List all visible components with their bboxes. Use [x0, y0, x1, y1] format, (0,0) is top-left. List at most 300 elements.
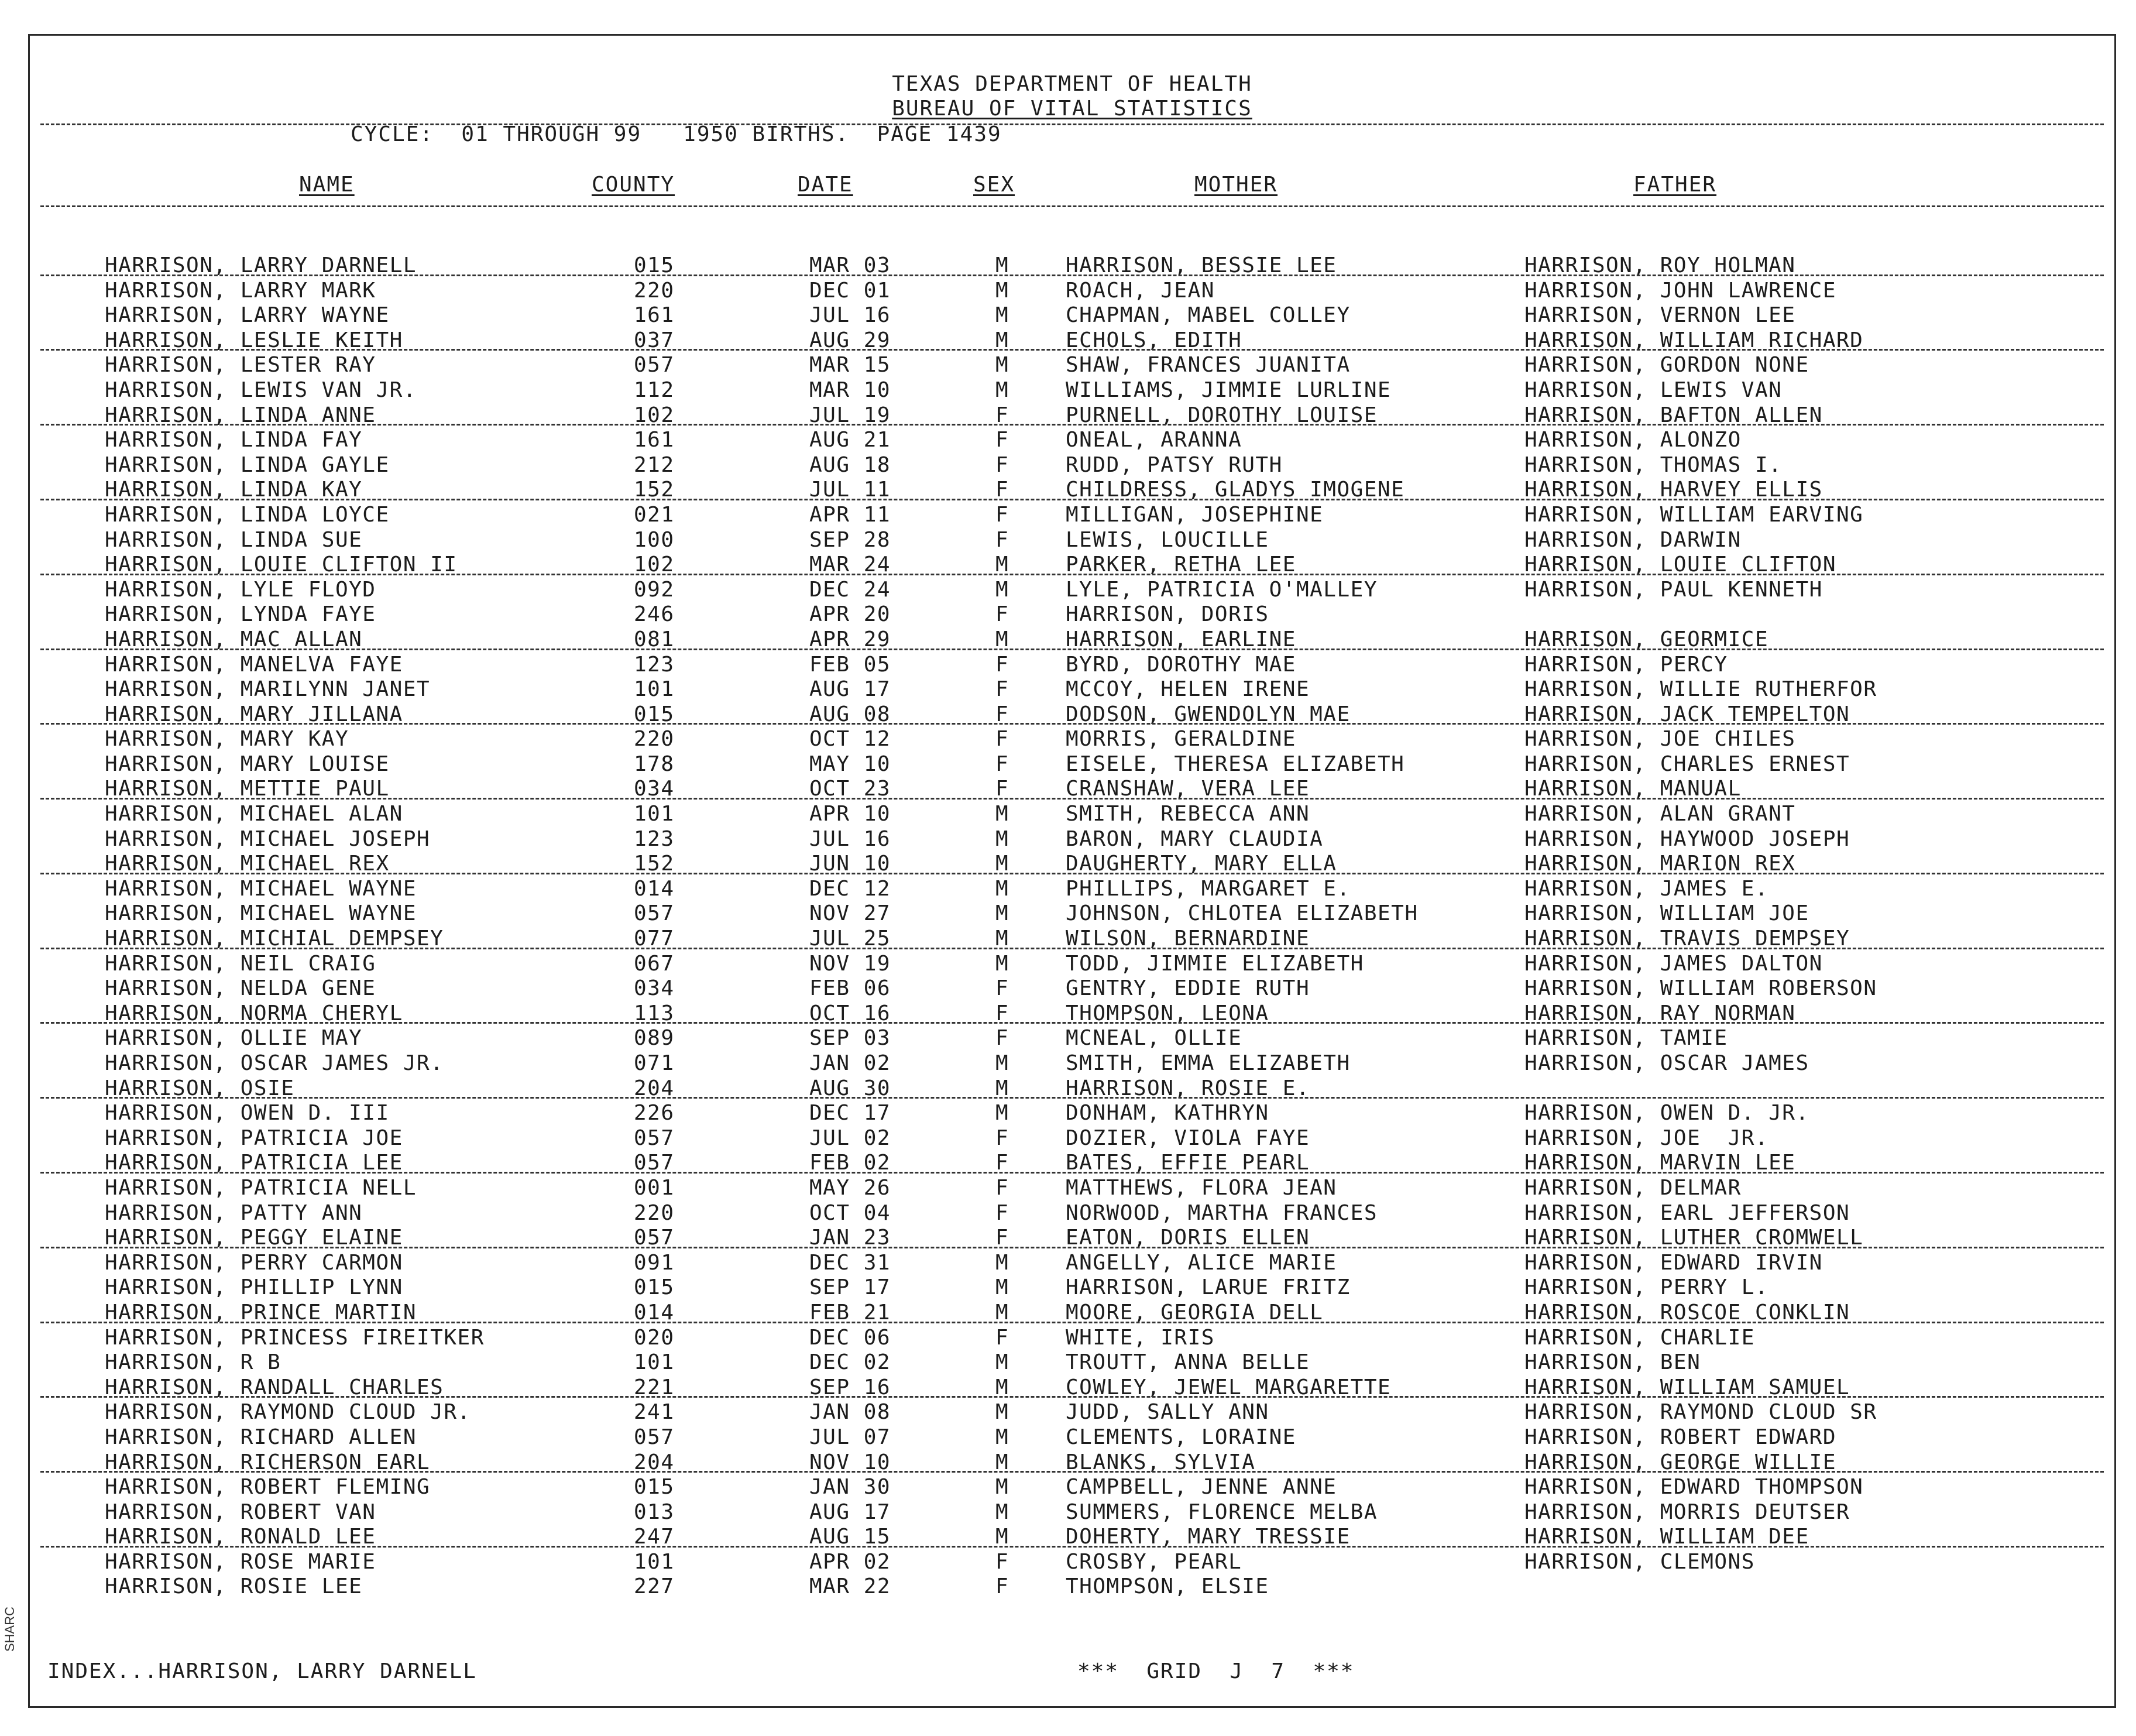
- record-row: [30, 751, 2114, 776]
- record-row: [30, 1424, 2114, 1449]
- record-mother: SMITH, EMMA ELIZABETH: [1066, 1051, 1351, 1075]
- record-county: 204: [634, 1450, 675, 1474]
- record-father: HARRISON, GEORMICE: [1524, 627, 1769, 651]
- record-row: [30, 651, 2114, 677]
- department-title: TEXAS DEPARTMENT OF HEALTH: [892, 72, 1252, 96]
- record-sex: F: [995, 1026, 1009, 1051]
- record-sex: M: [995, 1076, 1009, 1100]
- record-row: [30, 826, 2114, 851]
- record-name: HARRISON, METTIE PAUL: [105, 777, 390, 801]
- record-mother: DOHERTY, MARY TRESSIE: [1066, 1525, 1351, 1549]
- record-county: 034: [634, 976, 675, 1001]
- record-county: 123: [634, 652, 675, 677]
- record-date: OCT 16: [809, 1001, 891, 1025]
- record-date: MAR 15: [809, 353, 891, 378]
- record-sex: M: [995, 1275, 1009, 1300]
- record-sex: F: [995, 1001, 1009, 1025]
- record-father: HARRISON, WILLIAM RICHARD: [1524, 328, 1864, 352]
- record-date: JUL 02: [809, 1126, 891, 1150]
- record-sex: M: [995, 1400, 1009, 1425]
- record-sex: M: [995, 1475, 1009, 1500]
- record-sex: F: [995, 677, 1009, 702]
- record-name: HARRISON, PHILLIP LYNN: [105, 1275, 403, 1300]
- record-father: HARRISON, ROY HOLMAN: [1524, 253, 1796, 277]
- record-row: [30, 726, 2114, 751]
- record-date: APR 20: [809, 602, 891, 627]
- record-county: 220: [634, 1200, 675, 1225]
- record-row: [30, 701, 2114, 726]
- record-date: AUG 08: [809, 702, 891, 726]
- record-sex: F: [995, 652, 1009, 677]
- record-date: AUG 21: [809, 428, 891, 452]
- record-mother: CLEMENTS, LORAINE: [1066, 1425, 1296, 1449]
- record-county: 221: [634, 1375, 675, 1399]
- record-date: DEC 31: [809, 1250, 891, 1275]
- record-sex: F: [995, 602, 1009, 627]
- index-label: INDEX...HARRISON, LARRY DARNELL: [47, 1659, 477, 1683]
- record-mother: TODD, JIMMIE ELIZABETH: [1066, 951, 1364, 976]
- record-father: HARRISON, RAYMOND CLOUD SR: [1524, 1400, 1877, 1425]
- record-row: [30, 1549, 2114, 1574]
- record-date: JAN 30: [809, 1475, 891, 1500]
- record-row: [30, 1349, 2114, 1374]
- column-header-father: FATHER: [1633, 173, 1717, 197]
- record-father: HARRISON, ALAN GRANT: [1524, 802, 1796, 826]
- record-mother: WHITE, IRIS: [1066, 1325, 1215, 1350]
- header-divider: [40, 123, 2104, 125]
- record-row: [30, 1075, 2114, 1100]
- record-county: 101: [634, 1350, 675, 1375]
- record-date: DEC 06: [809, 1325, 891, 1350]
- record-sex: F: [995, 527, 1009, 552]
- record-county: 057: [634, 901, 675, 926]
- record-county: 100: [634, 527, 675, 552]
- record-county: 161: [634, 428, 675, 452]
- record-sex: F: [995, 1126, 1009, 1150]
- record-sex: F: [995, 403, 1009, 427]
- record-mother: LYLE, PATRICIA O'MALLEY: [1066, 577, 1378, 602]
- record-date: JAN 08: [809, 1400, 891, 1425]
- record-name: HARRISON, MICHAEL WAYNE: [105, 901, 417, 926]
- record-date: MAR 10: [809, 378, 891, 402]
- record-father: HARRISON, CHARLIE: [1524, 1325, 1755, 1350]
- record-father: HARRISON, WILLIAM SAMUEL: [1524, 1375, 1850, 1399]
- record-name: HARRISON, MICHAEL WAYNE: [105, 876, 417, 901]
- record-mother: EISELE, THERESA ELIZABETH: [1066, 752, 1405, 776]
- record-row: [30, 302, 2114, 327]
- column-header-name: NAME: [299, 173, 355, 197]
- record-father: HARRISON, GEORGE WILLIE: [1524, 1450, 1836, 1474]
- record-father: HARRISON, PAUL KENNETH: [1524, 577, 1823, 602]
- record-mother: HARRISON, DORIS: [1066, 602, 1269, 627]
- record-mother: HARRISON, BESSIE LEE: [1066, 253, 1337, 277]
- record-name: HARRISON, PATRICIA NELL: [105, 1175, 417, 1200]
- record-mother: NORWOOD, MARTHA FRANCES: [1066, 1200, 1378, 1225]
- record-name: HARRISON, NELDA GENE: [105, 976, 376, 1001]
- record-mother: CROSBY, PEARL: [1066, 1549, 1242, 1574]
- record-mother: DOZIER, VIOLA FAYE: [1066, 1126, 1310, 1150]
- record-mother: HARRISON, LARUE FRITZ: [1066, 1275, 1351, 1300]
- record-county: 057: [634, 1425, 675, 1449]
- record-row: [30, 377, 2114, 402]
- record-county: 101: [634, 677, 675, 702]
- record-county: 152: [634, 852, 675, 876]
- record-mother: ECHOLS, EDITH: [1066, 328, 1242, 352]
- record-sex: M: [995, 901, 1009, 926]
- record-father: HARRISON, WILLIAM DEE: [1524, 1525, 1809, 1549]
- record-sex: M: [995, 278, 1009, 303]
- record-row: [30, 1000, 2114, 1025]
- record-county: 246: [634, 602, 675, 627]
- record-name: HARRISON, ROSE MARIE: [105, 1549, 376, 1574]
- record-county: 212: [634, 452, 675, 477]
- record-row: [30, 252, 2114, 277]
- record-sex: M: [995, 378, 1009, 402]
- record-county: 057: [634, 353, 675, 378]
- record-date: AUG 18: [809, 452, 891, 477]
- record-mother: BYRD, DOROTHY MAE: [1066, 652, 1296, 677]
- record-date: JUL 11: [809, 478, 891, 502]
- record-date: NOV 10: [809, 1450, 891, 1474]
- record-row: [30, 1050, 2114, 1075]
- record-date: AUG 30: [809, 1076, 891, 1100]
- record-row: [30, 577, 2114, 602]
- record-mother: THOMPSON, ELSIE: [1066, 1574, 1269, 1599]
- record-father: HARRISON, CLEMONS: [1524, 1549, 1755, 1574]
- record-county: 015: [634, 702, 675, 726]
- record-county: 057: [634, 1126, 675, 1150]
- record-row: [30, 975, 2114, 1000]
- record-date: OCT 23: [809, 777, 891, 801]
- record-sex: F: [995, 502, 1009, 527]
- record-father: HARRISON, EDWARD IRVIN: [1524, 1250, 1823, 1275]
- record-sex: M: [995, 1101, 1009, 1126]
- record-father: HARRISON, EDWARD THOMPSON: [1524, 1475, 1864, 1500]
- record-name: HARRISON, RANDALL CHARLES: [105, 1375, 444, 1399]
- record-date: APR 10: [809, 802, 891, 826]
- record-date: MAR 22: [809, 1574, 891, 1599]
- record-father: HARRISON, MANUAL: [1524, 777, 1742, 801]
- record-mother: SHAW, FRANCES JUANITA: [1066, 353, 1351, 378]
- record-row: [30, 1499, 2114, 1524]
- record-date: OCT 04: [809, 1200, 891, 1225]
- record-sex: M: [995, 1525, 1009, 1549]
- record-sex: M: [995, 303, 1009, 328]
- record-name: HARRISON, LARRY DARNELL: [105, 253, 417, 277]
- record-mother: MCCOY, HELEN IRENE: [1066, 677, 1310, 702]
- record-name: HARRISON, LINDA KAY: [105, 478, 363, 502]
- record-name: HARRISON, PERRY CARMON: [105, 1250, 403, 1275]
- record-name: HARRISON, MANELVA FAYE: [105, 652, 403, 677]
- record-date: FEB 06: [809, 976, 891, 1001]
- record-date: APR 02: [809, 1549, 891, 1574]
- record-father: HARRISON, LUTHER CROMWELL: [1524, 1226, 1864, 1250]
- record-date: MAY 10: [809, 752, 891, 776]
- record-row: [30, 1299, 2114, 1325]
- record-county: 241: [634, 1400, 675, 1425]
- record-name: HARRISON, LESLIE KEITH: [105, 328, 403, 352]
- record-sex: M: [995, 353, 1009, 378]
- record-date: AUG 29: [809, 328, 891, 352]
- record-mother: JOHNSON, CHLOTEA ELIZABETH: [1066, 901, 1419, 926]
- record-county: 021: [634, 502, 675, 527]
- record-father: HARRISON, MARVIN LEE: [1524, 1151, 1796, 1175]
- record-father: HARRISON, DELMAR: [1524, 1175, 1742, 1200]
- record-row: [30, 277, 2114, 303]
- record-sex: F: [995, 976, 1009, 1001]
- record-county: 001: [634, 1175, 675, 1200]
- record-sex: F: [995, 702, 1009, 726]
- record-father: HARRISON, OWEN D. JR.: [1524, 1101, 1809, 1126]
- record-row: [30, 527, 2114, 552]
- record-county: 102: [634, 403, 675, 427]
- record-mother: RUDD, PATSY RUTH: [1066, 452, 1283, 477]
- record-name: HARRISON, LOUIE CLIFTON II: [105, 553, 458, 577]
- record-mother: PURNELL, DOROTHY LOUISE: [1066, 403, 1378, 427]
- record-father: HARRISON, ROSCOE CONKLIN: [1524, 1300, 1850, 1325]
- record-mother: SUMMERS, FLORENCE MELBA: [1066, 1500, 1378, 1524]
- record-row: [30, 850, 2114, 876]
- record-sex: M: [995, 826, 1009, 851]
- record-mother: TROUTT, ANNA BELLE: [1066, 1350, 1310, 1375]
- record-mother: BARON, MARY CLAUDIA: [1066, 826, 1324, 851]
- record-row: [30, 1573, 2114, 1598]
- record-row: [30, 1150, 2114, 1175]
- record-mother: WILLIAMS, JIMMIE LURLINE: [1066, 378, 1392, 402]
- record-row: [30, 801, 2114, 826]
- record-row: [30, 1224, 2114, 1250]
- record-father: HARRISON, MARION REX: [1524, 852, 1796, 876]
- record-sex: F: [995, 1226, 1009, 1250]
- record-date: DEC 12: [809, 876, 891, 901]
- record-date: AUG 17: [809, 677, 891, 702]
- record-father: HARRISON, THOMAS I.: [1524, 452, 1783, 477]
- record-name: HARRISON, PATTY ANN: [105, 1200, 363, 1225]
- record-name: HARRISON, MICHIAL DEMPSEY: [105, 927, 444, 951]
- record-name: HARRISON, LYLE FLOYD: [105, 577, 376, 602]
- column-header-divider: [40, 205, 2104, 207]
- record-father: HARRISON, HARVEY ELLIS: [1524, 478, 1823, 502]
- record-row: [30, 1399, 2114, 1424]
- record-father: HARRISON, TAMIE: [1524, 1026, 1728, 1051]
- record-mother: ROACH, JEAN: [1066, 278, 1215, 303]
- record-row: [30, 327, 2114, 352]
- record-date: JAN 23: [809, 1226, 891, 1250]
- record-sex: F: [995, 1549, 1009, 1574]
- record-sex: M: [995, 1350, 1009, 1375]
- record-name: HARRISON, LINDA FAY: [105, 428, 363, 452]
- record-date: APR 29: [809, 627, 891, 651]
- record-row: [30, 1200, 2114, 1225]
- record-date: OCT 12: [809, 727, 891, 752]
- cycle-line: CYCLE: 01 THROUGH 99 1950 BIRTHS. PAGE 1439: [351, 122, 1002, 146]
- record-name: HARRISON, PRINCE MARTIN: [105, 1300, 417, 1325]
- record-county: 057: [634, 1226, 675, 1250]
- record-name: HARRISON, OSIE: [105, 1076, 295, 1100]
- record-name: HARRISON, MICHAEL REX: [105, 852, 390, 876]
- record-name: HARRISON, PRINCESS FIREITKER: [105, 1325, 485, 1350]
- record-mother: PHILLIPS, MARGARET E.: [1066, 876, 1351, 901]
- record-father: HARRISON, ROBERT EDWARD: [1524, 1425, 1836, 1449]
- record-name: HARRISON, LINDA ANNE: [105, 403, 376, 427]
- record-father: HARRISON, MORRIS DEUTSER: [1524, 1500, 1850, 1524]
- record-sex: M: [995, 1300, 1009, 1325]
- record-county: 015: [634, 1475, 675, 1500]
- record-father: HARRISON, WILLIAM ROBERSON: [1524, 976, 1877, 1001]
- record-mother: CRANSHAW, VERA LEE: [1066, 777, 1310, 801]
- birth-records-table: [30, 252, 2114, 1598]
- record-row: [30, 626, 2114, 651]
- record-date: FEB 21: [809, 1300, 891, 1325]
- record-name: HARRISON, RICHARD ALLEN: [105, 1425, 417, 1449]
- record-date: DEC 01: [809, 278, 891, 303]
- record-mother: BLANKS, SYLVIA: [1066, 1450, 1256, 1474]
- record-date: JAN 02: [809, 1051, 891, 1075]
- record-name: HARRISON, LYNDA FAYE: [105, 602, 376, 627]
- record-county: 020: [634, 1325, 675, 1350]
- record-date: APR 11: [809, 502, 891, 527]
- record-mother: PARKER, RETHA LEE: [1066, 553, 1296, 577]
- record-name: HARRISON, ROBERT FLEMING: [105, 1475, 431, 1500]
- record-date: DEC 02: [809, 1350, 891, 1375]
- record-father: HARRISON, HAYWOOD JOSEPH: [1524, 826, 1850, 851]
- record-father: HARRISON, PERRY L.: [1524, 1275, 1769, 1300]
- record-date: SEP 16: [809, 1375, 891, 1399]
- column-header-mother: MOTHER: [1194, 173, 1278, 197]
- record-name: HARRISON, PEGGY ELAINE: [105, 1226, 403, 1250]
- record-mother: SMITH, REBECCA ANN: [1066, 802, 1310, 826]
- record-row: [30, 900, 2114, 925]
- record-father: HARRISON, JAMES E.: [1524, 876, 1769, 901]
- record-mother: DODSON, GWENDOLYN MAE: [1066, 702, 1351, 726]
- record-mother: GENTRY, EDDIE RUTH: [1066, 976, 1310, 1001]
- record-sex: M: [995, 1500, 1009, 1524]
- record-date: MAR 03: [809, 253, 891, 277]
- record-mother: CAMPBELL, JENNE ANNE: [1066, 1475, 1337, 1500]
- record-father: HARRISON, OSCAR JAMES: [1524, 1051, 1809, 1075]
- record-date: DEC 24: [809, 577, 891, 602]
- record-date: MAR 24: [809, 553, 891, 577]
- record-name: HARRISON, LARRY WAYNE: [105, 303, 390, 328]
- record-county: 092: [634, 577, 675, 602]
- record-father: HARRISON, RAY NORMAN: [1524, 1001, 1796, 1025]
- record-county: 101: [634, 1549, 675, 1574]
- record-row: [30, 476, 2114, 502]
- record-name: HARRISON, MARY KAY: [105, 727, 349, 752]
- record-sex: F: [995, 1574, 1009, 1599]
- record-name: HARRISON, MAC ALLAN: [105, 627, 363, 651]
- record-county: 101: [634, 802, 675, 826]
- column-headers: [30, 173, 2114, 202]
- record-row: [30, 1474, 2114, 1499]
- record-mother: DONHAM, KATHRYN: [1066, 1101, 1269, 1126]
- record-sex: F: [995, 727, 1009, 752]
- record-father: HARRISON, ALONZO: [1524, 428, 1742, 452]
- record-father: HARRISON, DARWIN: [1524, 527, 1742, 552]
- record-father: HARRISON, JOE JR.: [1524, 1126, 1769, 1150]
- record-mother: COWLEY, JEWEL MARGARETTE: [1066, 1375, 1392, 1399]
- record-row: [30, 1449, 2114, 1474]
- record-date: JUL 19: [809, 403, 891, 427]
- record-date: JUL 07: [809, 1425, 891, 1449]
- record-county: 014: [634, 876, 675, 901]
- record-sex: M: [995, 1425, 1009, 1449]
- record-county: 204: [634, 1076, 675, 1100]
- record-name: HARRISON, MARY JILLANA: [105, 702, 403, 726]
- record-county: 089: [634, 1026, 675, 1051]
- record-father: HARRISON, BEN: [1524, 1350, 1701, 1375]
- record-sex: F: [995, 1325, 1009, 1350]
- record-father: HARRISON, LOUIE CLIFTON: [1524, 553, 1836, 577]
- record-sex: F: [995, 478, 1009, 502]
- record-father: HARRISON, PERCY: [1524, 652, 1728, 677]
- record-name: HARRISON, OSCAR JAMES JR.: [105, 1051, 444, 1075]
- record-county: 034: [634, 777, 675, 801]
- record-father: HARRISON, GORDON NONE: [1524, 353, 1809, 378]
- record-sex: F: [995, 1151, 1009, 1175]
- record-row: [30, 776, 2114, 801]
- record-row: [30, 427, 2114, 452]
- record-row: [30, 876, 2114, 901]
- record-sex: F: [995, 452, 1009, 477]
- record-county: 220: [634, 278, 675, 303]
- record-mother: BATES, EFFIE PEARL: [1066, 1151, 1310, 1175]
- record-name: HARRISON, R B: [105, 1350, 281, 1375]
- record-mother: HARRISON, EARLINE: [1066, 627, 1296, 651]
- record-name: HARRISON, MICHAEL JOSEPH: [105, 826, 431, 851]
- record-row: [30, 352, 2114, 377]
- column-header-sex: SEX: [973, 173, 1015, 197]
- record-name: HARRISON, MARILYNN JANET: [105, 677, 431, 702]
- record-date: SEP 17: [809, 1275, 891, 1300]
- bureau-title: BUREAU OF VITAL STATISTICS: [892, 97, 1252, 121]
- record-date: JUN 10: [809, 852, 891, 876]
- record-father: HARRISON, JOHN LAWRENCE: [1524, 278, 1836, 303]
- record-sex: M: [995, 852, 1009, 876]
- record-date: SEP 28: [809, 527, 891, 552]
- record-date: NOV 19: [809, 951, 891, 976]
- record-date: SEP 03: [809, 1026, 891, 1051]
- record-mother: EATON, DORIS ELLEN: [1066, 1226, 1310, 1250]
- record-sex: M: [995, 553, 1009, 577]
- page-footer: [30, 1659, 2114, 1689]
- record-mother: HARRISON, ROSIE E.: [1066, 1076, 1310, 1100]
- record-county: 013: [634, 1500, 675, 1524]
- record-sex: M: [995, 927, 1009, 951]
- record-date: JUL 25: [809, 927, 891, 951]
- record-county: 037: [634, 328, 675, 352]
- record-sex: F: [995, 1200, 1009, 1225]
- record-row: [30, 402, 2114, 427]
- record-county: 113: [634, 1001, 675, 1025]
- record-row: [30, 1100, 2114, 1125]
- record-date: MAY 26: [809, 1175, 891, 1200]
- record-name: HARRISON, LINDA SUE: [105, 527, 363, 552]
- grid-label: *** GRID J 7 ***: [1077, 1659, 1355, 1683]
- record-county: 081: [634, 627, 675, 651]
- record-father: HARRISON, LEWIS VAN: [1524, 378, 1783, 402]
- record-mother: CHILDRESS, GLADYS IMOGENE: [1066, 478, 1405, 502]
- record-county: 112: [634, 378, 675, 402]
- record-county: 227: [634, 1574, 675, 1599]
- record-mother: MILLIGAN, JOSEPHINE: [1066, 502, 1324, 527]
- record-county: 102: [634, 553, 675, 577]
- record-father: HARRISON, JOE CHILES: [1524, 727, 1796, 752]
- record-county: 015: [634, 1275, 675, 1300]
- record-date: AUG 15: [809, 1525, 891, 1549]
- record-county: 014: [634, 1300, 675, 1325]
- record-row: [30, 601, 2114, 626]
